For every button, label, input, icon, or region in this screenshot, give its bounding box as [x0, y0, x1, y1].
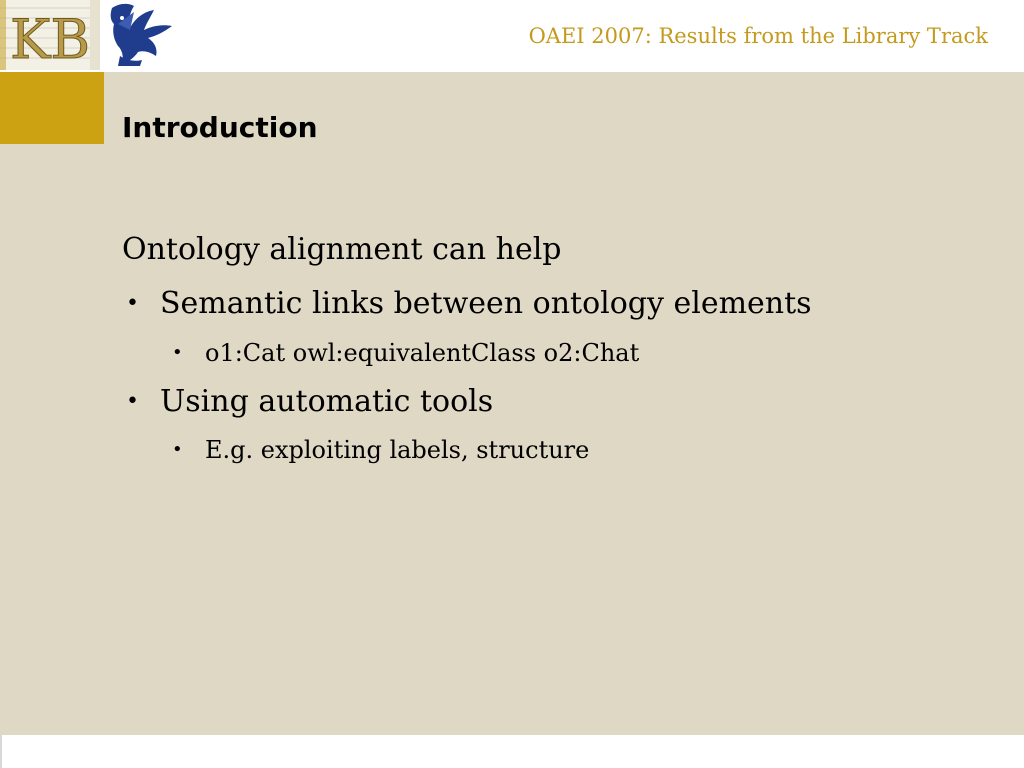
slide-header: [0, 0, 1024, 72]
bullet-text: Semantic links between ontology elements: [160, 286, 812, 321]
kb-logo: [0, 0, 100, 70]
bullet-item: [122, 382, 622, 422]
bullet-marker: •: [126, 291, 139, 316]
accent-square: [0, 72, 104, 144]
sub-bullet-item: [122, 336, 722, 370]
kb-logo-graphic: [0, 0, 100, 70]
sub-bullet-marker: •: [172, 439, 183, 460]
bullet-text: Using automatic tools: [160, 384, 494, 419]
vu-griffin-logo: [104, 0, 176, 70]
bullet-item: [122, 284, 822, 324]
sub-bullet-item: [122, 433, 722, 467]
bullet-marker: •: [126, 389, 139, 414]
griffin-icon: [104, 0, 176, 70]
slide-title: Introduction: [122, 111, 318, 144]
footer-strip: [0, 735, 1024, 768]
sub-bullet-text: o1:Cat owl:equivalentClass o2:Chat: [205, 339, 640, 367]
sub-bullet-text: E.g. exploiting labels, structure: [205, 436, 590, 464]
lead-text: Ontology alignment can help: [122, 232, 562, 267]
sub-bullet-marker: •: [172, 342, 183, 363]
presentation-title: OAEI 2007: Results from the Library Track: [528, 24, 988, 48]
svg-text:KB: KB: [10, 8, 91, 70]
